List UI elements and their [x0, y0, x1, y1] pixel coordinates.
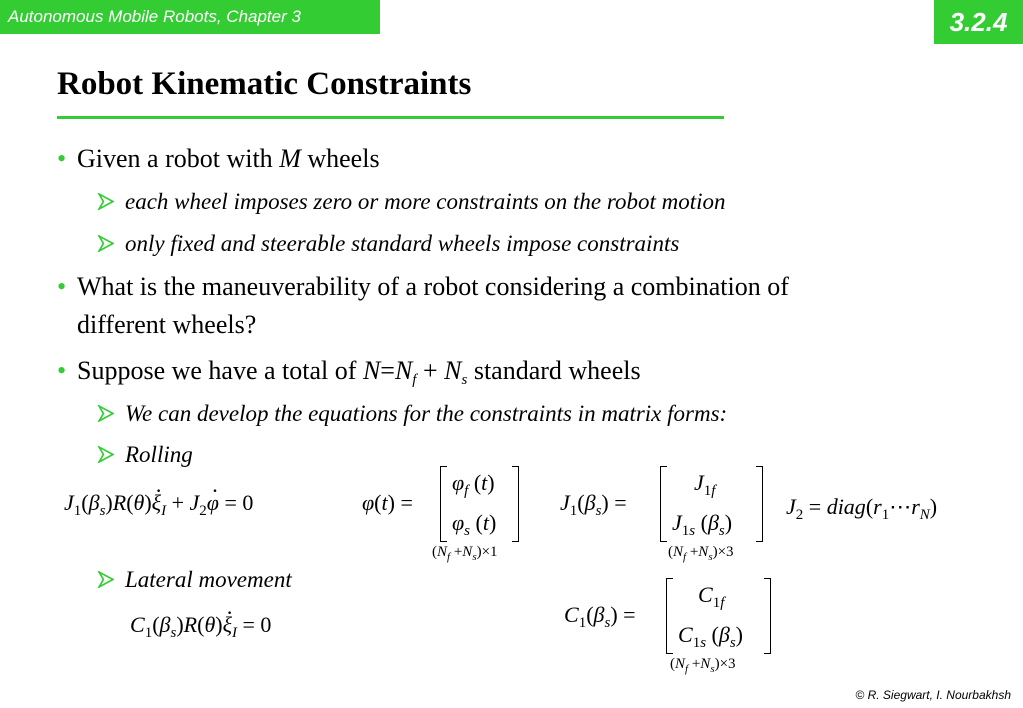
sub-bullet-matrix-forms: We can develop the equations for the constraints in matrix forms: [97, 398, 727, 430]
bullet-dot-icon: • [57, 356, 67, 385]
copyright-footer: © R. Siegwart, I. Nourbakhsh [855, 688, 1011, 702]
sub-bullet-fixed-steerable: only fixed and steerable standard wheels impose constraints [97, 228, 679, 260]
c1-dimension: $(N_f +N_s)\times 3$ [670, 656, 736, 675]
bullet-maneuverability-cont: different wheels? [77, 310, 257, 339]
arrow-bullet-icon [97, 564, 125, 596]
c1s-entry: $C_{1s}$ $(\beta_s)$ [678, 622, 743, 651]
matrix-bracket-left [440, 466, 447, 542]
rolling-constraint-equation: $J_1(\beta_s)R(\theta)\xi$ $._I + J_2\varphi$ . = 0 [64, 490, 253, 520]
phi-f-entry: $\varphi_f$ (t) [452, 470, 495, 499]
arrow-bullet-icon [97, 398, 125, 430]
section-number: 3.2.4 [934, 0, 1023, 44]
j2-diag-equation: $J_2$ = $diag(r_1\cdots r_N)$ [786, 494, 938, 523]
phi-dimension: $(N_f +N_s)\times 1$ [432, 544, 498, 563]
title-underline [57, 116, 724, 119]
j1-matrix-lhs: $J_1(\beta_s)$ = [560, 490, 627, 519]
bullet-total-wheels: • Suppose we have a total of $N=N_f + N_s$ standard wheels [57, 352, 641, 399]
bullet-dot-icon: • [57, 144, 67, 173]
course-header: Autonomous Mobile Robots, Chapter 3 [0, 0, 380, 34]
c1f-entry: $C_{1f}$ [698, 582, 725, 611]
phi-s-entry: $\varphi_s$ (t) [452, 510, 497, 539]
sub-bullet-wheel-constraints: each wheel imposes zero or more constraints on the robot motion [97, 186, 726, 218]
sub-bullet-rolling: Rolling [97, 439, 193, 471]
c1-matrix-lhs: $C_1(\beta_s)$ = [564, 602, 636, 631]
arrow-bullet-icon [97, 439, 125, 471]
bullet-given-robot: • Given a robot with M wheels [57, 140, 380, 178]
bullet-maneuverability: • What is the maneuverability of a robot considering a combination of [57, 268, 789, 306]
matrix-bracket-right [756, 466, 763, 542]
arrow-bullet-icon [97, 228, 125, 260]
j1-dimension: $(N_f +N_s)\times 3$ [668, 544, 734, 563]
sub-bullet-lateral: Lateral movement [97, 564, 292, 596]
j1f-entry: $J_{1f}$ [694, 470, 716, 499]
matrix-bracket-left [666, 578, 673, 654]
matrix-bracket-right [764, 578, 771, 654]
j1s-entry: $J_{1s}$ $(\beta_s)$ [672, 510, 733, 539]
lateral-constraint-equation: $C_1(\beta_s)R(\theta)\xi$ $._I = 0$ [130, 612, 271, 642]
bullet-dot-icon: • [57, 272, 67, 301]
phi-vector-lhs: φ(t) = [362, 490, 413, 515]
arrow-bullet-icon [97, 186, 125, 218]
matrix-bracket-right [512, 466, 519, 542]
matrix-bracket-left [660, 466, 667, 542]
slide-title: Robot Kinematic Constraints [57, 66, 472, 102]
